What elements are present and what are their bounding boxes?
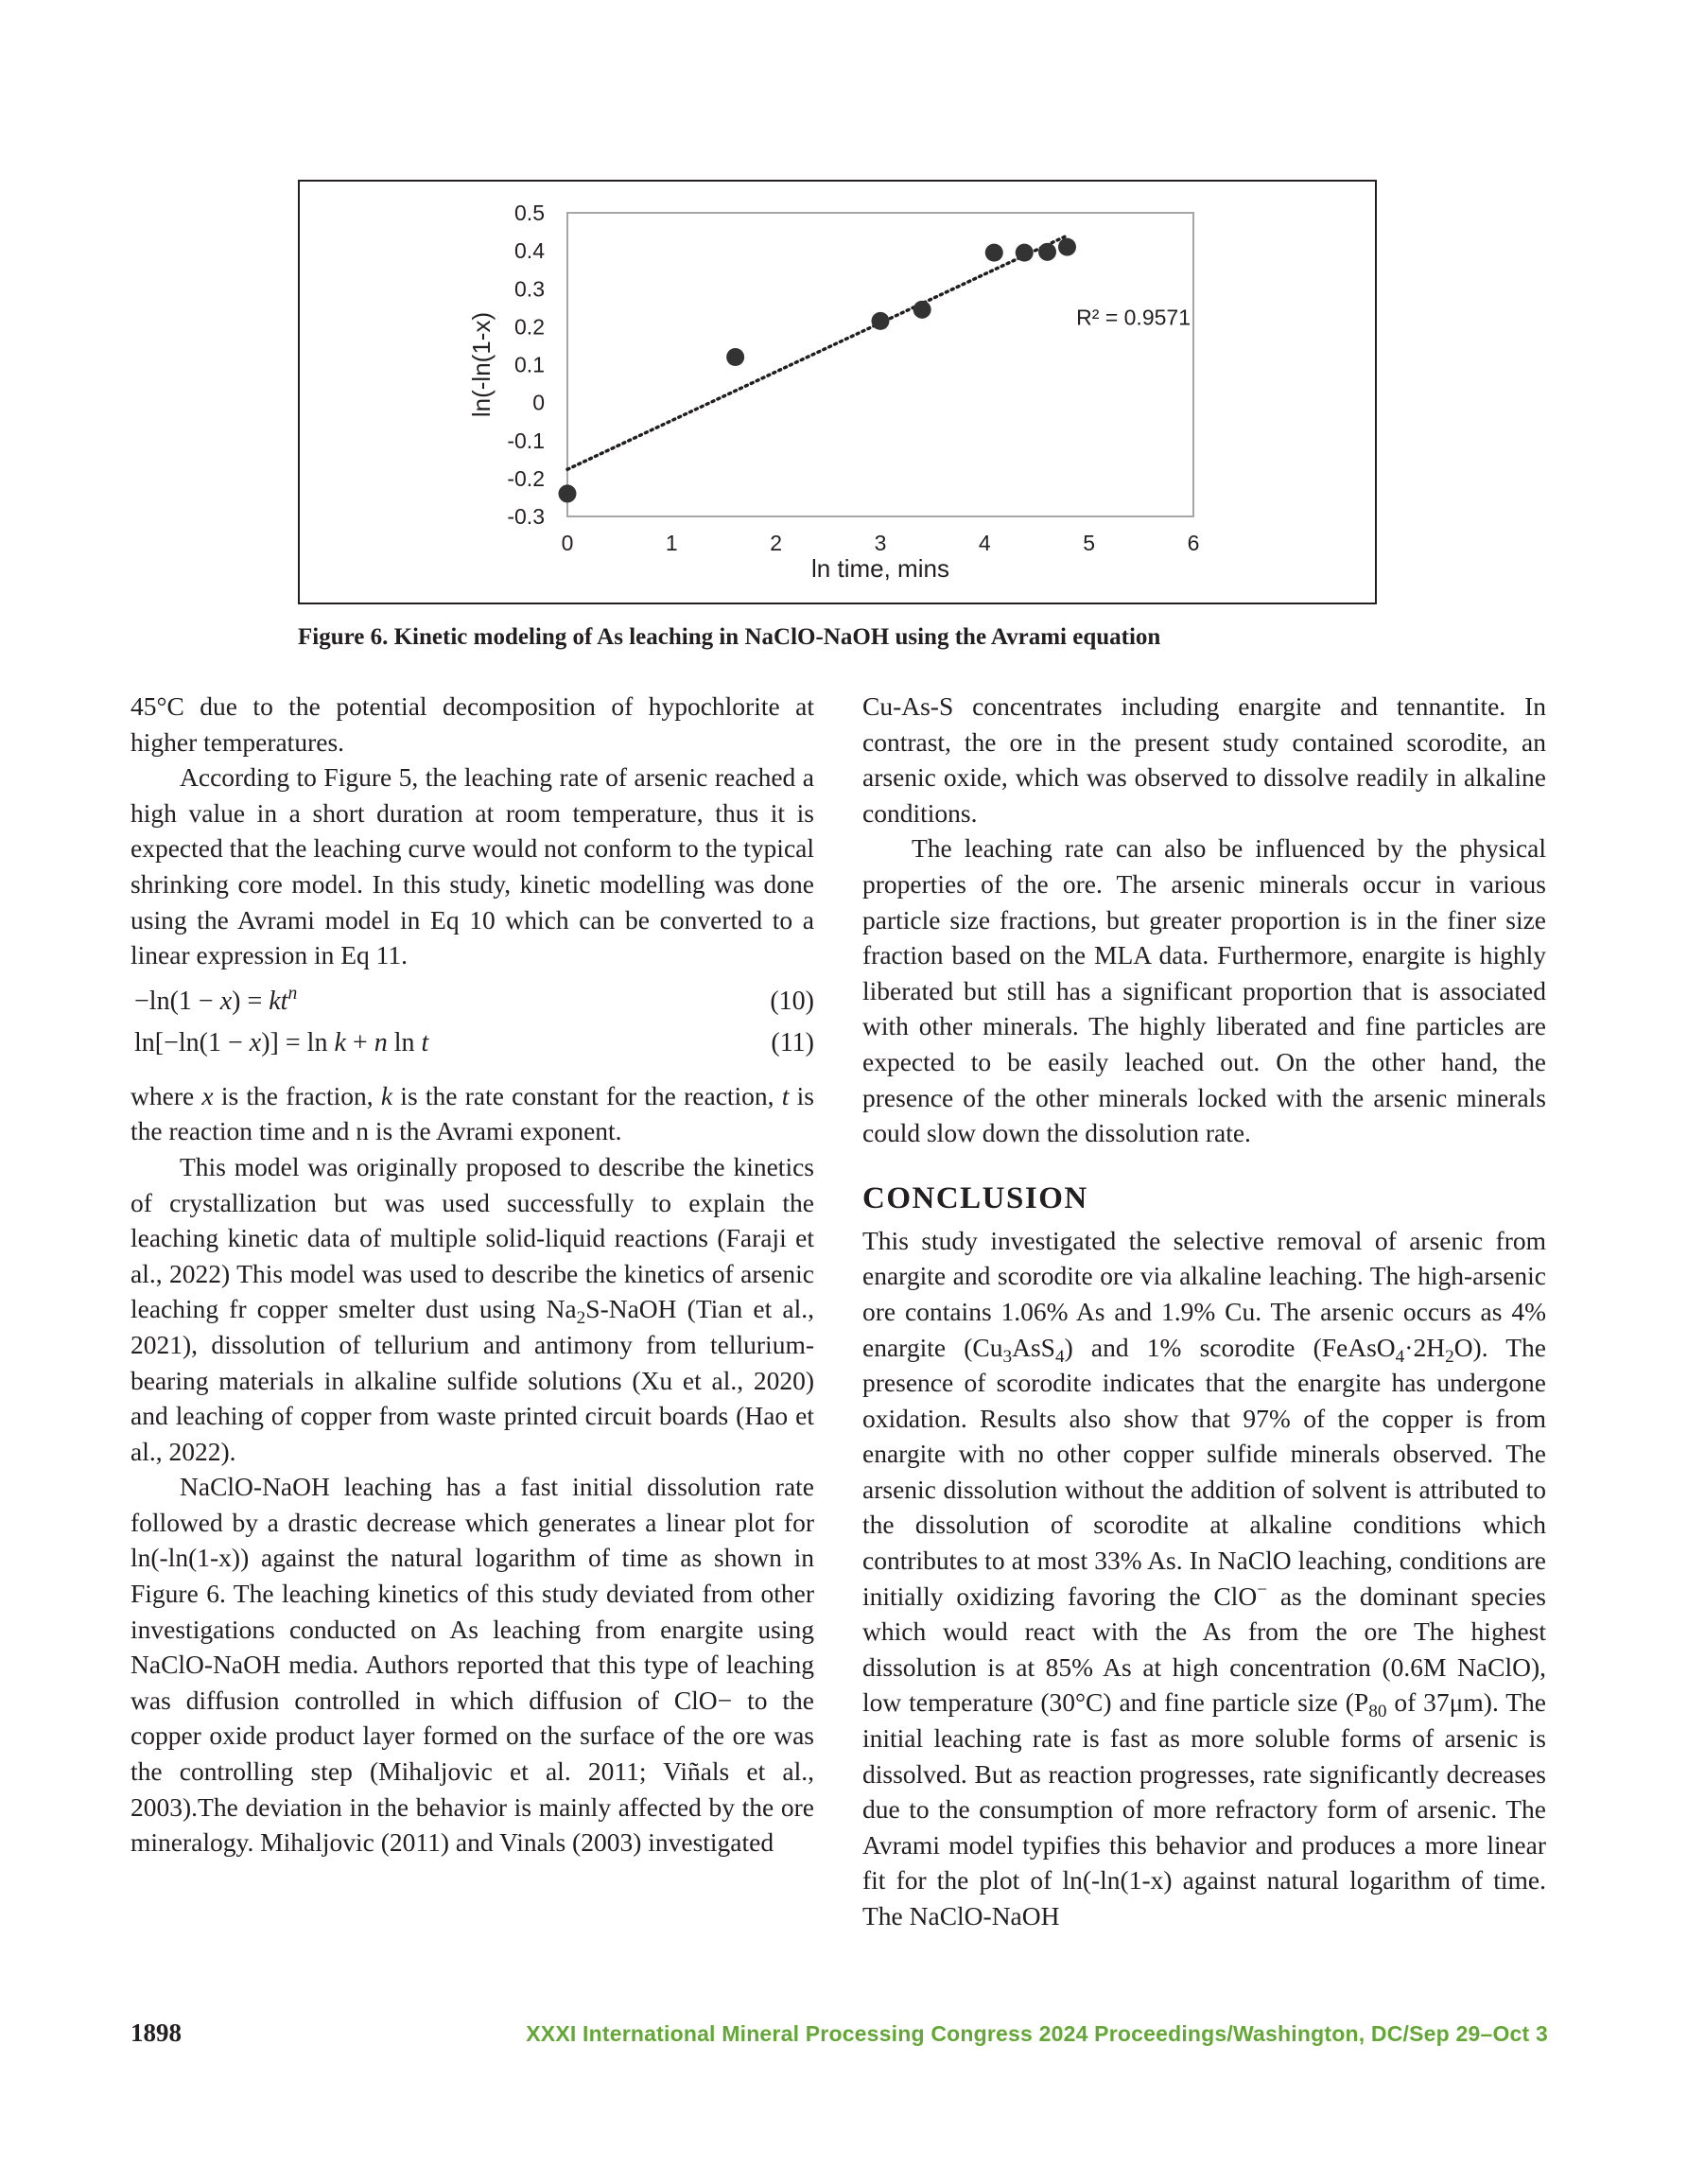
- y-tick-label: -0.1: [507, 428, 545, 453]
- y-tick-label: 0.3: [514, 276, 545, 302]
- data-point: [872, 312, 890, 330]
- data-point: [726, 348, 744, 366]
- x-tick-label: 0: [561, 531, 574, 555]
- avrami-chart: [300, 182, 1379, 606]
- x-tick-label: 1: [665, 531, 678, 555]
- paragraph: The leaching rate can also be influenced by the physical properties of the ore. The arsenic minerals occur in various particle size fractions, but greater proportion is in the finer size fraction based on the MLA data. Furthermore, enargite is highly liberated but still has a significant proportion that is associated with other minerals. The highly liberated and fine particles are expected to be easily leached out. On the other hand, the presence of the other minerals locked with the arsenic minerals could slow down the dissolution rate.: [862, 833, 1546, 1148]
- data-point: [985, 244, 1003, 262]
- y-tick-label: 0.1: [514, 352, 545, 377]
- equation-11: [130, 1025, 814, 1061]
- figure-caption: Figure 6. Kinetic modeling of As leaching in NaClO-NaOH using the Avrami equation: [298, 624, 1161, 650]
- trendline: [567, 236, 1067, 469]
- x-tick-label: 3: [874, 531, 887, 555]
- data-point: [559, 484, 577, 502]
- equation-body: ln[−ln(1 − x)] = ln k + n ln t: [134, 1027, 429, 1057]
- left-column: [130, 689, 814, 1861]
- data-point: [1016, 244, 1034, 262]
- paragraph: Cu-As-S concentrates including enargite and tennantite. In contrast, the ore in the present study contained scorodite, an arsenic oxide, which was observed to dissolve readily in alkaline conditions.: [862, 691, 1546, 828]
- r-squared-annotation: R² = 0.9571: [1076, 305, 1191, 330]
- y-tick-label: -0.3: [507, 504, 545, 529]
- x-tick-label: 2: [770, 531, 783, 555]
- data-point: [913, 301, 931, 319]
- section-heading-conclusion: CONCLUSION: [862, 1180, 1088, 1215]
- paragraph: This model was originally proposed to describe the kinetics of crystallization but was used successfully to explain the leaching kinetic data of multiple solid-liquid reactions (Faraji et al., 2022) This model was used to describe the kinetics of arsenic leaching fr copper smelter dust using $Na_2S$-NaOH (Tian et al., 2021), dissolution of tellurium and antimony from tellurium-bearing materials in alkaline sulfide solutions (Xu et al., 2020) and leaching of copper from waste printed circuit boards (Hao et al., 2022).: [130, 1151, 815, 1466]
- equation-number: (11): [771, 1027, 814, 1057]
- figure-6: [298, 180, 1377, 604]
- equation-body: $-\ln(1 - x) = kt^n$: [134, 983, 298, 1016]
- proceedings-title: XXXI International Mineral Processing Congress 2024 Proceedings/Washington, DC/Sep 29–Oct 3: [526, 2021, 1548, 2046]
- plot-area-frame: [567, 213, 1193, 516]
- x-tick-label: 5: [1083, 531, 1096, 555]
- paragraph: 45°C due to the potential decomposition of hypochlorite at higher temperatures.: [130, 691, 814, 757]
- paragraph: NaClO-NaOH leaching has a fast initial dissolution rate followed by a drastic decrease which generates a linear plot for ln(-ln(1-x)) against the natural logarithm of time as shown in Figure 6. The leaching kinetics of this study deviated from other investigations conducted on As leaching from enargite using NaClO-NaOH media. Authors reported that this type of leaching was diffusion controlled in which diffusion of ClO− to the copper oxide product layer formed on the surface of the ore was the controlling step (Mihaljovic et al. 2011; Viñals et al., 2003).The deviation in the behavior is mainly affected by the ore mineralogy. Mihaljovic (2011) and Vinals (2003) investigated: [130, 1472, 814, 1858]
- page-number: 1898: [130, 2018, 182, 2047]
- right-column: [862, 689, 1546, 1934]
- y-tick-label: -0.2: [507, 465, 545, 491]
- equation-number: (10): [770, 986, 814, 1016]
- y-tick-label: 0.4: [514, 238, 545, 264]
- equation-10: [130, 984, 814, 1020]
- y-axis-label: ln(-ln(1-x): [467, 311, 496, 418]
- y-tick-label: 0.2: [514, 314, 545, 340]
- data-point: [1058, 238, 1076, 256]
- paragraph: This study investigated the selective removal of arsenic from enargite and scorodite ore via alkaline leaching. The high-arsenic ore contains 1.06% As and 1.9% Cu. The arsenic occurs as 4% enargite $(Cu_3AsS_4)$ and 1% scorodite $(FeAsO_4\cdot 2H_2O)$. The presence of scorodite indicates that the enargite has undergone oxidation. Results also show that 97% of the copper is from enargite with no other copper sulfide minerals observed. The arsenic dissolution without the addition of solvent is attributed to the dissolution of scorodite at alkaline conditions which contributes to at most 33% As. In NaClO leaching, conditions are initially oxidizing favoring the ClO− as the dominant species which would react with the As from the ore The highest dissolution is at 85% As at high concentration (0.6M NaClO), low temperature (30°C) and fine particle size ($P_{80}$ of 37μm). The initial leaching rate is fast as more soluble forms of arsenic is dissolved. But as reaction progresses, rate significantly decreases due to the consumption of more refractory form of arsenic. The Avrami model typifies this behavior and produces a more linear fit for the plot of ln(-ln(1-x) against natural logarithm of time. The NaClO-NaOH: [862, 1225, 1547, 1931]
- data-point: [1038, 243, 1056, 261]
- x-tick-label: 4: [978, 531, 991, 555]
- y-tick-label: 0: [532, 390, 545, 415]
- paragraph: According to Figure 5, the leaching rate of arsenic reached a high value in a short duration at room temperature, thus it is expected that the leaching curve would not conform to the typical shrinking core model. In this study, kinetic modelling was done using the Avrami model in Eq 10 which can be converted to a linear expression in Eq 11.: [130, 762, 814, 970]
- y-tick-label: 0.5: [514, 201, 545, 225]
- x-axis-label: ln time, mins: [811, 554, 949, 583]
- x-tick-label: 6: [1187, 531, 1200, 555]
- paragraph: where x is the fraction, k is the rate constant for the reaction, t is the reaction time and n is the Avrami exponent.: [130, 1080, 814, 1146]
